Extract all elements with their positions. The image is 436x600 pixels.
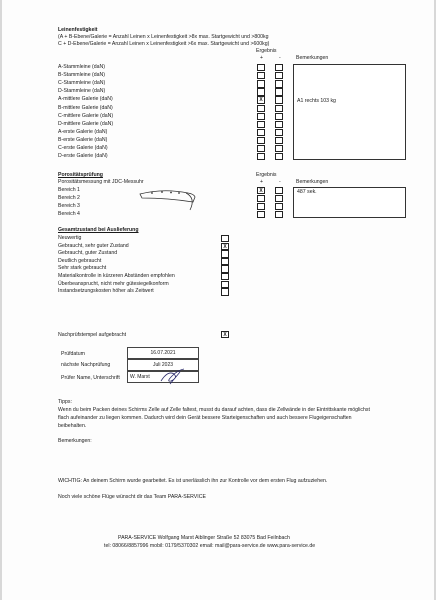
- warning-text: WICHTIG: An deinem Schirm wurde gearbeitet. Es ist unerlässlich ihn zur Kontrolle vor dem ersten Flug aufzuziehen.: [58, 478, 328, 484]
- strength-minus-checkbox: [275, 129, 283, 136]
- condition-row-label: Instandsetzungskosten höher als Zeitwert: [58, 288, 154, 295]
- strength-row-label: D-Stammleine (daN): [58, 88, 106, 95]
- strength-plus-checkbox: [257, 129, 265, 136]
- strength-plus-checkbox: [257, 113, 265, 120]
- porosity-minus-checkbox: [275, 211, 283, 218]
- condition-row-label: Neuwertig: [58, 235, 82, 241]
- strength-plus-checkbox: [257, 80, 265, 87]
- porosity-subtitle: Porositätsmessung mit JDC-Messuhr: [58, 179, 144, 185]
- porosity-minus-checkbox: [275, 195, 283, 202]
- footer-contact: tel: 08066/8857996 mobil: 0179/5370302 email: mail@para-service.de www.para-service.de: [104, 543, 316, 549]
- porosity-row-label: Bereich 2: [58, 195, 80, 201]
- strength-plus-checkbox: [257, 145, 265, 152]
- porosity-remarks-header: Bemerkungen: [296, 179, 329, 185]
- condition-checkbox: [221, 243, 229, 250]
- glider-wing-sketch: [138, 184, 198, 216]
- porosity-plus-checkbox: [257, 187, 265, 194]
- stamp-checkbox: [221, 331, 229, 338]
- scan-edge-left: [0, 0, 2, 600]
- porosity-plus-checkbox: [257, 211, 265, 218]
- strength-plus-checkbox: [257, 88, 265, 95]
- strength-plus-header: +: [260, 55, 264, 61]
- condition-row-label: Überbeansprucht, nicht mehr gütesiegelkonform: [58, 280, 169, 287]
- strength-plus-checkbox: [257, 96, 265, 103]
- condition-title: Gesamtzustand bei Auslieferung: [58, 227, 139, 233]
- strength-row-label: B-erste Galerie (daN): [58, 136, 108, 143]
- condition-row-label: Gebraucht, sehr guter Zustand: [58, 242, 129, 249]
- strength-minus-checkbox: [275, 80, 283, 87]
- strength-plus-checkbox: [257, 64, 265, 71]
- next-check-label: nächste Nachprüfung: [61, 362, 111, 368]
- condition-row-label: Gebraucht, guter Zustand: [58, 250, 118, 257]
- condition-mark: X: [223, 243, 227, 250]
- condition-checkbox: [221, 235, 229, 242]
- strength-remarks-box: [293, 64, 406, 160]
- porosity-title: Porositätsprüfung: [58, 172, 103, 178]
- condition-checkbox: [221, 281, 229, 288]
- porosity-row-label: Bereich 1: [58, 187, 80, 193]
- condition-checkbox: [221, 258, 229, 265]
- strength-row-label: A-Stammleine (daN): [58, 64, 105, 70]
- strength-plus-checkbox: [257, 72, 265, 79]
- stamp-label: Nachprüfstempel aufgebracht: [58, 332, 127, 338]
- strength-remark-text: A1 rechts 103 kg: [297, 98, 336, 104]
- porosity-minus-checkbox: [275, 187, 283, 194]
- date-label: Prüfdatum: [61, 351, 85, 357]
- strength-minus-checkbox: [275, 105, 283, 112]
- strength-plus-mark: X: [259, 97, 263, 104]
- inspector-signature: [158, 366, 188, 386]
- strength-minus-checkbox: [275, 121, 283, 128]
- porosity-row-label: Bereich 3: [58, 203, 80, 209]
- inspector-label: Prüfer Name, Unterschrift: [61, 375, 120, 381]
- strength-row-label: A-mittlere Galerie (daN): [58, 96, 113, 103]
- strength-minus-header: -: [279, 55, 281, 61]
- porosity-plus-mark: X: [259, 188, 263, 194]
- date-value: 16.07.2021: [127, 347, 199, 359]
- remarks-label: Bemerkungen:: [58, 438, 92, 444]
- strength-plus-checkbox: [257, 137, 265, 144]
- strength-row-label: B-Stammleine (daN): [58, 72, 105, 79]
- strength-plus-checkbox: [257, 121, 265, 128]
- strength-row-label: C-Stammleine (daN): [58, 80, 106, 87]
- strength-minus-checkbox: [275, 96, 283, 103]
- condition-row-label: Materialkontrolle in kürzeren Abständen empfohlen: [58, 273, 175, 279]
- stamp-checkbox-mark: X: [223, 332, 227, 338]
- strength-row-label: C-erste Galerie (daN): [58, 145, 108, 151]
- strength-minus-checkbox: [275, 113, 283, 120]
- strength-plus-checkbox: [257, 105, 265, 112]
- condition-checkbox: [221, 273, 229, 280]
- strength-plus-checkbox: [257, 153, 265, 160]
- strength-row-label: D-mittlere Galerie (daN): [58, 120, 114, 127]
- porosity-remark-text: 487 sek.: [297, 189, 317, 195]
- strength-title: Leinenfestigkeit: [58, 27, 98, 33]
- strength-minus-checkbox: [275, 88, 283, 95]
- strength-minus-checkbox: [275, 72, 283, 79]
- porosity-plus-checkbox: [257, 203, 265, 210]
- porosity-minus-checkbox: [275, 203, 283, 210]
- porosity-result-header: Ergebnis: [256, 172, 277, 178]
- strength-minus-checkbox: [275, 145, 283, 152]
- footer-address: PARA-SERVICE Wolfgang Marxt Aiblinger Straße 52 83075 Bad Feilnbach: [118, 535, 290, 541]
- strength-minus-checkbox: [275, 64, 283, 71]
- condition-checkbox: [221, 288, 229, 295]
- strength-row-label: C-mittlere Galerie (daN): [58, 112, 114, 119]
- strength-row-label: A-erste Galerie (daN): [58, 128, 108, 135]
- porosity-minus-header: -: [279, 179, 281, 185]
- tips-line-1: Wenn du beim Packen deines Schirms Zelle auf Zelle faltest, musst du darauf achten, dass die Zellwände in der Eintrittskante möglichst: [58, 407, 370, 413]
- next-check-value: Juli 2023: [127, 359, 199, 371]
- condition-checkbox: [221, 250, 229, 257]
- condition-row-label: Sehr stark gebraucht: [58, 265, 107, 272]
- tips-line-2: flach aufeinander zu liegen kommen. Dadurch wird dein Gerät bessere Starteigenschaften und auch bessere Flugeigenschaften: [58, 415, 352, 421]
- strength-note-2: C + D-Ebene/Galerie = Anzahl Leinen x Leinenfestigkeit >6x max. Startgewicht und >600kg): [58, 41, 270, 47]
- greeting-text: Noch viele schöne Flüge wünscht dir das Team PARA-SERVICE: [58, 494, 206, 500]
- inspector-value: W. Marxt: [127, 371, 199, 383]
- strength-note-1: (A + B-Ebene/Galerie = Anzahl Leinen x Leinenfestigkeit >8x max. Startgewicht und >800kg: [58, 34, 269, 40]
- tips-line-3: beibehalten.: [58, 423, 87, 429]
- porosity-row-label: Bereich 4: [58, 211, 80, 217]
- strength-remarks-header: Bemerkungen: [296, 55, 329, 61]
- tips-title: Tipps:: [58, 399, 72, 405]
- porosity-plus-header: +: [260, 179, 264, 185]
- strength-result-header: Ergebnis: [256, 48, 277, 54]
- porosity-plus-checkbox: [257, 195, 265, 202]
- strength-minus-checkbox: [275, 137, 283, 144]
- strength-row-label: B-mittlere Galerie (daN): [58, 104, 113, 111]
- condition-checkbox: [221, 265, 229, 272]
- strength-row-label: D-erste Galerie (daN): [58, 153, 108, 160]
- condition-row-label: Deutlich gebraucht: [58, 257, 102, 264]
- strength-minus-checkbox: [275, 153, 283, 160]
